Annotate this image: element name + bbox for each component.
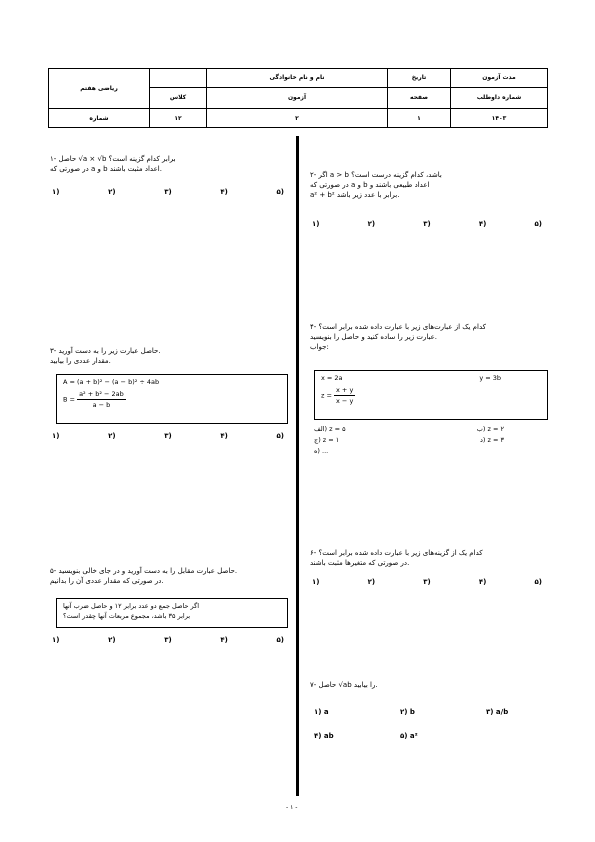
question-text: در صورتی که مقدار عددی آن را بدانیم. — [50, 577, 164, 585]
question-1 — [50, 154, 290, 174]
choices-q2 — [312, 220, 542, 228]
question-text: ۴- کدام یک از عبارت‌های زیر با عبارت داده شده برابر است؟ — [310, 323, 486, 331]
choice[interactable]: ۱) — [312, 220, 320, 228]
header-table — [48, 68, 548, 128]
choice[interactable]: ۳) a/b — [486, 708, 509, 716]
question-6 — [310, 548, 550, 568]
choice[interactable]: ۲) — [108, 636, 116, 644]
fraction-numerator: x + y — [336, 386, 354, 394]
choices-q5 — [52, 636, 284, 644]
header-cell: ۱ — [388, 109, 451, 128]
fraction — [334, 385, 355, 406]
question-text: ۷- حاصل √ab را بیابید. — [310, 681, 378, 689]
answer-option[interactable]: ه) ... — [314, 447, 329, 455]
choice[interactable]: ۳) — [164, 432, 172, 440]
box-line: برابر ۳۵ باشد، مجموع مربعات آنها چقدر است؟ — [63, 612, 191, 620]
header-cell: ۱۲ — [150, 109, 207, 128]
choice[interactable]: ۴) — [220, 432, 228, 440]
choice[interactable]: ۲) — [108, 432, 116, 440]
question-2 — [310, 170, 550, 200]
formula-prefix: B = — [63, 395, 75, 404]
choice[interactable]: ۵) — [276, 188, 284, 196]
header-cell: ۱۴۰۳ — [451, 109, 548, 128]
question-3 — [50, 346, 290, 366]
question-text: ۲- اگر a > b باشد، کدام گزینه درست است؟ — [310, 171, 442, 179]
header-cell — [150, 69, 207, 88]
subject-cell: ریاضی هفتم — [49, 69, 150, 109]
choice[interactable]: ۵) — [534, 578, 542, 586]
answer-option[interactable]: ب) z = ۲ — [476, 425, 504, 433]
question-text: ۶- کدام یک از گزینه‌های زیر با عبارت داده شده برابر است؟ — [310, 549, 483, 557]
formula-box-q3 — [56, 374, 288, 424]
choices-q3 — [52, 432, 284, 440]
fraction-denominator: a − b — [92, 401, 111, 409]
choice[interactable]: ۳) — [423, 578, 431, 586]
answer-option[interactable]: الف) z = ۵ — [314, 425, 346, 433]
question-text: جواب: — [310, 343, 329, 351]
choice[interactable]: ۲) — [108, 188, 116, 196]
question-text: عبارت زیر را ساده کنید و حاصل را بنویسید. — [310, 333, 438, 341]
header-cell: صفحه — [388, 87, 451, 108]
answer-option[interactable]: ج) z = ۱ — [314, 436, 340, 444]
answer-option[interactable]: د) z = ۳ — [480, 436, 504, 444]
header-cell: آزمون — [207, 87, 388, 108]
page-number: - ۱ - — [286, 804, 298, 811]
choice[interactable]: ۴) ab — [314, 732, 334, 740]
fraction-denominator: x − y — [336, 397, 354, 405]
choices-q1 — [52, 188, 284, 196]
formula-line: A = (a + b)² − (a − b)² ÷ 4ab — [63, 378, 160, 386]
choice[interactable]: ۳) — [164, 188, 172, 196]
question-5 — [50, 566, 290, 586]
choice[interactable]: ۴) — [220, 636, 228, 644]
choice[interactable]: ۳) — [423, 220, 431, 228]
choice[interactable]: ۵) a² — [400, 732, 418, 740]
choice[interactable]: ۳) — [164, 636, 172, 644]
question-text: در صورتی که متغیرها مثبت باشند. — [310, 559, 410, 567]
question-7 — [310, 680, 550, 690]
choice[interactable]: ۵) — [276, 432, 284, 440]
choice[interactable]: ۴) — [220, 188, 228, 196]
header-cell: نام و نام خانوادگی — [207, 69, 388, 88]
header-cell: ۲ — [207, 109, 388, 128]
header-cell: شماره — [49, 109, 150, 128]
question-text: در صورتی که a و b اعداد مثبت باشند. — [50, 165, 162, 173]
answers-q4 — [314, 424, 548, 457]
header-cell: شماره داوطلب — [451, 87, 548, 108]
header-cell: کلاس — [150, 87, 207, 108]
column-divider — [296, 136, 299, 796]
header-cell: مدت آزمون — [451, 69, 548, 88]
choice[interactable]: ۱) — [52, 188, 60, 196]
choice[interactable]: ۱) — [312, 578, 320, 586]
choice[interactable]: ۴) — [478, 578, 487, 586]
formula-line: x = 2a — [321, 374, 343, 382]
choice[interactable]: ۲) b — [400, 708, 415, 716]
formula-line: y = 3b — [479, 374, 501, 382]
box-line: اگر حاصل جمع دو عدد برابر ۱۲ و حاصل ضرب آنها — [63, 602, 200, 610]
choice[interactable]: ۵) — [276, 636, 284, 644]
choice[interactable]: ۱) a — [314, 708, 329, 716]
formula-box-q4 — [314, 370, 548, 420]
question-text: a² + b² برابر با عدد زیر باشد. — [310, 191, 400, 199]
question-text: مقدار عددی را بیابید. — [50, 357, 111, 365]
choice[interactable]: ۴) — [478, 220, 487, 228]
header-cell: تاریخ — [388, 69, 451, 88]
choice[interactable]: ۲) — [367, 220, 376, 228]
question-text: ۱- حاصل √a × √b برابر کدام گزینه است؟ — [50, 155, 176, 163]
fraction-numerator: a² + b² − 2ab — [79, 390, 124, 398]
question-4 — [310, 322, 550, 352]
question-text: ۳- حاصل عبارت زیر را به دست آورید. — [50, 347, 161, 355]
question-text: در صورتی که a و b اعداد طبیعی باشند و — [310, 181, 430, 189]
text-box-q5 — [56, 598, 288, 628]
choice[interactable]: ۵) — [534, 220, 542, 228]
choice[interactable]: ۲) — [367, 578, 376, 586]
choices-q6 — [312, 578, 542, 586]
question-text: ۵- حاصل عبارت مقابل را به دست آورید و در جای خالی بنویسید. — [50, 567, 238, 575]
formula-prefix: z = — [321, 391, 332, 400]
choice[interactable]: ۱) — [52, 432, 60, 440]
choice[interactable]: ۱) — [52, 636, 60, 644]
fraction — [77, 389, 126, 410]
